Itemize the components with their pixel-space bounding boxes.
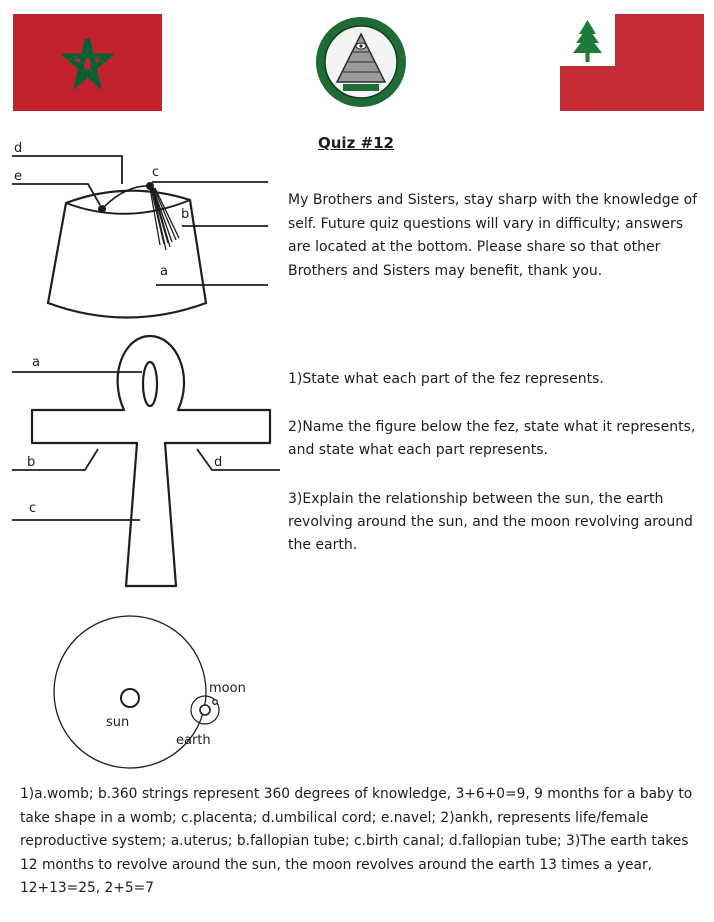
fez-label-c: c [152,165,160,180]
fez-diagram [12,141,268,318]
ankh-label-a: a [32,355,40,370]
ankh-label-d: d [214,455,223,470]
fez-label-a: a [160,264,168,279]
question-1: 1)State what each part of the fez represents. [288,371,604,387]
ankh-label-b: b [27,455,36,470]
answers-paragraph: 1)a.womb; b.360 strings represent 360 degrees of knowledge, 3+6+0=9, 9 months for a baby to take shape in a womb; c.placenta; d.umbilical cord; e.navel; 2)ankh, represents life/female reproductive system; a.uterus; b.fallopian tube; c.birth canal; d.fallopian tube; 3)The earth takes 12 months to revolve around the sun, the moon revolves around the earth 13 times a year, 12+13=25, 2+5=7 [20,786,693,897]
question-3: 3)Explain the relationship between the sun, the earth revolving around the sun, and the moon revolving around the earth. [288,491,693,553]
sun-label: sun [106,715,130,730]
fez-label-b: b [181,207,190,222]
moon-label: moon [209,681,246,696]
orbit-diagram [54,616,246,768]
intro-paragraph: My Brothers and Sisters, stay sharp with the knowledge of self. Future quiz questions will vary in difficulty; answers are located at the bottom. Please share so that other Brothers and Sisters may benefit, thank you. [288,192,698,279]
question-2: 2)Name the figure below the fez, state what it represents, and state what each part represents. [288,419,696,458]
fez-label-d: d [14,141,23,156]
quiz-title: Quiz #12 [318,134,394,152]
fez-label-e: e [14,169,22,184]
earth-label: earth [176,733,211,748]
ankh-diagram [12,336,280,586]
ankh-label-c: c [29,501,37,516]
